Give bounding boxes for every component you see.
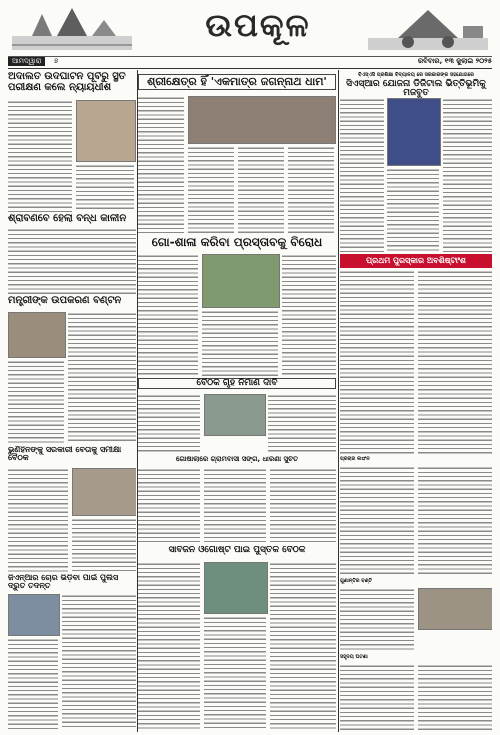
article-photo — [8, 312, 66, 358]
article-body — [282, 254, 336, 376]
article-photo — [204, 394, 266, 436]
minister-portrait — [387, 98, 441, 166]
article-body — [138, 96, 184, 234]
article-body — [8, 360, 64, 444]
article-body — [76, 164, 134, 212]
article-body — [340, 664, 414, 730]
column-rule — [137, 70, 138, 732]
article-photo — [188, 96, 336, 144]
headline: ମନ୍ତ୍ରୀଙ୍କ ଉପକରଣ ବଣ୍ଟନ — [8, 296, 122, 306]
article-incident — [340, 654, 492, 730]
article-photo — [72, 468, 136, 516]
article-body — [8, 228, 136, 294]
article-first-prize — [340, 254, 492, 454]
article-minister-distribution — [8, 296, 136, 444]
column-rule — [338, 70, 339, 732]
supplement-label: ଆମଦ୍ୱାରା — [8, 57, 45, 66]
article-body — [270, 562, 336, 730]
headline: ଶ୍ରୀକ୍ଷେତ୍ର ହିଁ 'ଏକମାତ୍ର ଜଗନ୍ନାଥ ଧାମ' — [138, 74, 336, 90]
headline: ଶ୍ରାବଣିବେ ହେଲା ବନ୍ଧ କାଳୀନ — [8, 214, 127, 224]
article-body — [138, 394, 200, 454]
article-body — [340, 270, 414, 454]
article-body — [387, 168, 439, 252]
article-photo — [202, 254, 280, 308]
article-court-inspection — [8, 72, 136, 212]
article-body — [8, 638, 58, 730]
article-body — [202, 310, 278, 376]
kicker: ବିଏସ୍‌ଏସି ପ୍ରଶିକ୍ଷା ବିଦ୍ୟାଳୟ ରେ ସରକାରଙ୍କ ସହଯୋଗରେ — [358, 72, 474, 78]
article-body — [340, 98, 384, 252]
article-distribution — [340, 578, 492, 652]
article-body — [443, 98, 492, 252]
article-csr-digital — [340, 72, 492, 252]
article-body — [138, 468, 200, 544]
newspaper-title: ଉପକୂଳ — [205, 6, 311, 44]
article-body — [418, 466, 492, 576]
article-body — [418, 270, 492, 454]
headline: ପ୍ରଥମ ପୁରସ୍କାର ଅବଶିଷ୍ଟାଂଶ — [340, 254, 492, 268]
header-rule — [8, 68, 492, 69]
headline: ଭୁଣିହିଁନଙ୍କୁ ସରକାରୀ ବେତାକୁ ସମୀକ୍ଷା ବୈଠକ — [8, 446, 122, 463]
article-villagers — [138, 456, 336, 544]
article-body — [188, 146, 234, 234]
article-body — [204, 616, 266, 730]
article-body — [340, 588, 414, 652]
headline: ଗୁଣାନ୍ତିର ବଣ୍ଟି — [340, 578, 372, 584]
article-review-meeting — [8, 446, 136, 572]
temple-illustration-left — [12, 6, 132, 50]
headline: ଅଦାଲତ ଉଦଘାଟନ ପୂର୍ବରୁ ସ୍ଥିତି ପରୀକ୍ଷଣ କଲେ ନ୍ୟାୟଧୀଶ — [8, 72, 126, 93]
article-body — [288, 146, 334, 234]
article-body — [204, 468, 266, 544]
article-photo — [418, 588, 492, 630]
headline: ସହୃଦୟ ଘଟଣା — [340, 654, 368, 660]
article-book-meeting — [138, 546, 336, 730]
article-body — [340, 466, 414, 576]
article-jagannath-dham — [138, 74, 336, 234]
article-body — [270, 468, 336, 544]
page-number: ୭ — [54, 57, 59, 65]
article-body — [68, 312, 136, 444]
headline: ଗୋଷାଲାରେ ଗ୍ରାମବାସୀ ସଙ୍ଗ, ଧାରଣା ସୁଚିତ — [175, 456, 299, 463]
article-police-probe — [8, 574, 136, 730]
article-campaign — [340, 456, 492, 576]
date-bar — [8, 57, 492, 67]
headline: ଜିଏନ୍‌ଆର ଚୋର ଭିଡ଼ିବା ପାଇଁ ପୁଲିସ ଦ୍ରୁତ ତଦନ୍ତ — [8, 574, 119, 591]
headline: ବୈଠକ ଗୃହ ନିର୍ମାଣ ଦାବି — [138, 378, 336, 389]
masthead — [8, 4, 492, 57]
article-body — [8, 468, 68, 572]
headline: ସାର୍ବଜନ ଓଗୋଷ୍ଟି ପାଇଁ ପୁସ୍ତକ ବୈଠକ — [168, 546, 306, 555]
headline: ଗୋ-ଶାଳା କରିବା ପ୍ରସ୍ତାବକୁ ବିରୋଧ — [151, 236, 323, 249]
article-sravan — [8, 214, 136, 294]
article-meeting-hall — [138, 378, 336, 454]
chariot-illustration-right — [368, 6, 488, 50]
article-goshala-protest — [138, 236, 336, 376]
headline: ପ୍ରଚାର ଲଙ୍ଘନ — [340, 456, 370, 462]
article-body — [138, 562, 200, 730]
article-photo — [8, 594, 60, 636]
article-body — [418, 664, 492, 730]
article-body — [268, 394, 336, 454]
article-body — [138, 254, 198, 376]
article-body — [8, 100, 72, 212]
headline: ସିଏସ୍‌ଆର ଯୋଜନା ଡିଜିଟାଲ ଭିତ୍ତିଭୂମିକୁ ମଜବୁତ — [346, 79, 486, 99]
article-body — [238, 146, 284, 234]
article-body — [72, 518, 136, 572]
edition-date: ରବିବାର, ୧୩ ଜୁଲାଇ ୨୦୨୫ — [417, 57, 492, 65]
article-body — [62, 594, 136, 730]
article-photo — [204, 562, 268, 614]
article-photo — [76, 100, 136, 162]
